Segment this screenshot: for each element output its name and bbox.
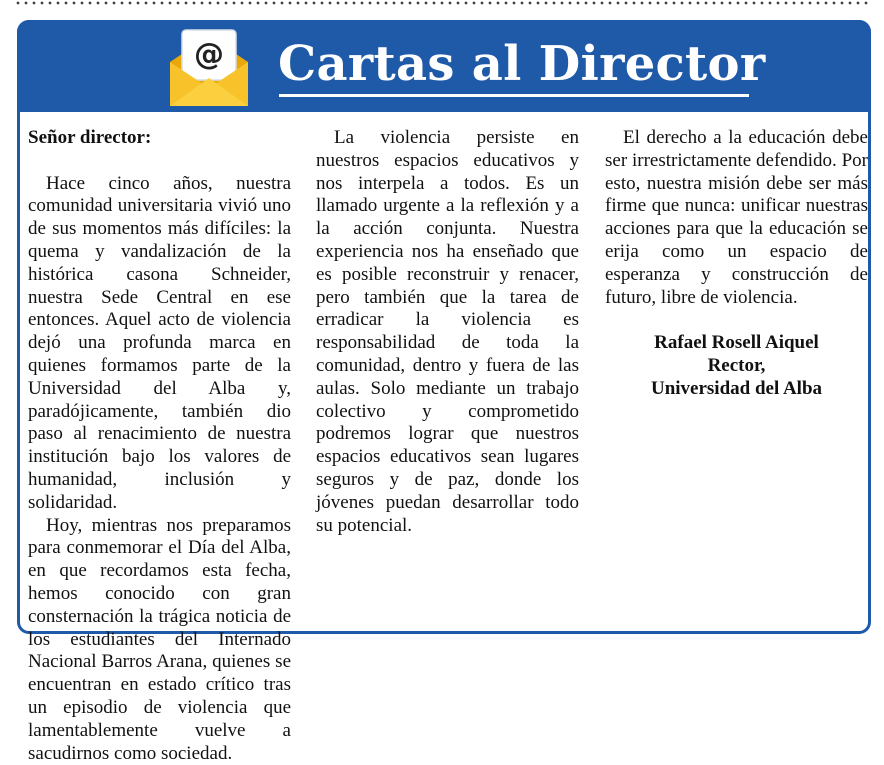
signature-institution: Universidad del Alba [650, 377, 823, 399]
paragraph-1: Hace cinco años, nuestra comunidad universitaria vivió uno de sus momentos más difíciles: la quema y vandalización de la histórica casona Schneider, nuestra Sede Central en ese entonces. Aquel acto de violencia dejó una profunda marca en quienes formamos parte de la Universidad del Alba y, paradójicamente, también dio paso al renacimiento de nuestra institución bajo los valores de humanidad, inclusión y solidaridad. [28, 172, 291, 513]
section-title: Cartas al Director [278, 36, 766, 92]
dotted-top-border [14, 0, 870, 6]
text-column-2 [316, 127, 579, 537]
signature-role: Rector, [707, 354, 766, 376]
title-underline [279, 94, 749, 97]
salutation: Señor director: [28, 127, 152, 148]
email-envelope-icon [166, 26, 252, 110]
svg-text:@: @ [194, 37, 224, 72]
signature-name: Rafael Rosell Aiquel [654, 332, 819, 354]
text-column-3 [605, 127, 868, 401]
paragraph-2: Hoy, mientras nos preparamos para conmemorar el Día del Alba, en que recordamos esta fecha, hemos conocido con gran consternación la trágica noticia de los estudiantes del Internado Nacional Barros Arana, quienes se encuentran en estado crítico tras un episodio de violencia que lamentablemente vuelve a sacudirnos como sociedad. [28, 514, 291, 764]
paragraph-3: La violencia persiste en nuestros espacios educativos y nos interpela a todos. Es un llamado urgente a la reflexión y a la acción conjunta. Nuestra experiencia nos ha enseñado que es posible reconstruir y renacer, pero también que la tarea de erradicar la violencia es responsabilidad de toda la comunidad, dentro y fuera de las aulas. Solo mediante un trabajo colectivo y comprometido podremos lograr que nuestros espacios educativos sean lugares seguros y de paz, donde los jóvenes puedan desarrollar todo su potencial. [316, 127, 579, 536]
paragraph-4: El derecho a la educación debe ser irrestrictamente defendido. Por esto, nuestra misión debe ser más firme que nunca: unificar nuestras acciones para que la educación se erija como un espacio de esperanza y construcción de futuro, libre de violencia. [605, 127, 868, 308]
text-column-1 [28, 127, 291, 765]
